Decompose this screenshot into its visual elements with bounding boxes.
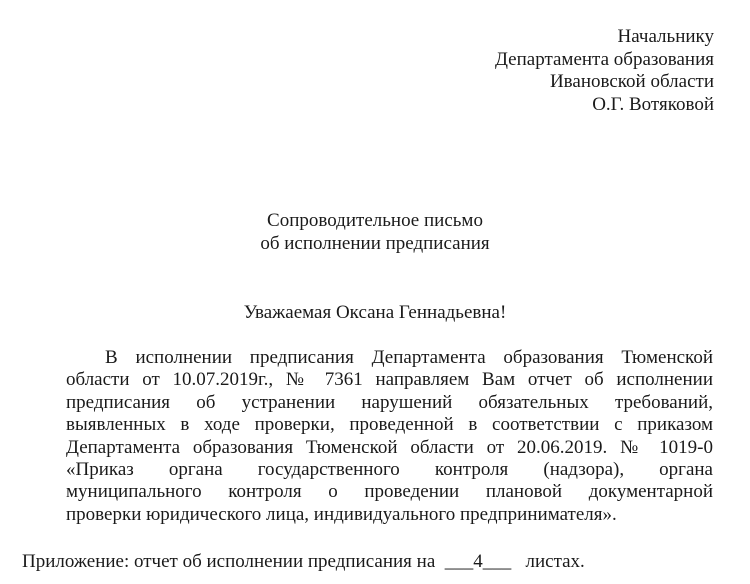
body-line: «Приказ органа государственного контроля (надзора), органа [66, 459, 713, 481]
body-paragraph [66, 347, 713, 526]
body-line: выявленных в ходе проверки, проведенной в соответствии с приказом [66, 414, 713, 436]
addressee-department: Департамента образования [494, 48, 714, 70]
document-title-line-2: об исполнении предписания [260, 232, 490, 254]
attachment-note [22, 551, 585, 573]
addressee-position: Начальнику [617, 26, 714, 47]
attachment-prefix: Приложение: отчет об исполнении предписания на [22, 551, 445, 572]
addressee-block [495, 26, 714, 116]
document-title [0, 210, 750, 255]
body-line: проверки юридического лица, индивидуального предпринимателя». [66, 503, 617, 525]
body-line: Департамента образования Тюменской области от 20.06.2019. № 1019-0 [66, 436, 713, 458]
addressee-name: О.Г. Вотяковой [592, 93, 714, 115]
greeting: Уважаемая Оксана Геннадьевна! [243, 302, 507, 323]
body-line: муниципального контроля о проведении плановой документарной [66, 481, 713, 503]
addressee-region: Ивановской области [549, 71, 714, 92]
attachment-suffix: листах. [511, 551, 585, 572]
body-line: предписания об устранении нарушений обязательных требований, [66, 391, 713, 413]
document-title-line-1: Сопроводительное письмо [267, 210, 483, 231]
body-line: области от 10.07.2019г., № 7361 направляем Вам отчет об исполнении [66, 369, 713, 391]
attachment-sheet-count: ___4___ [444, 551, 512, 572]
body-line: В исполнении предписания Департамента образования Тюменской [105, 347, 713, 368]
